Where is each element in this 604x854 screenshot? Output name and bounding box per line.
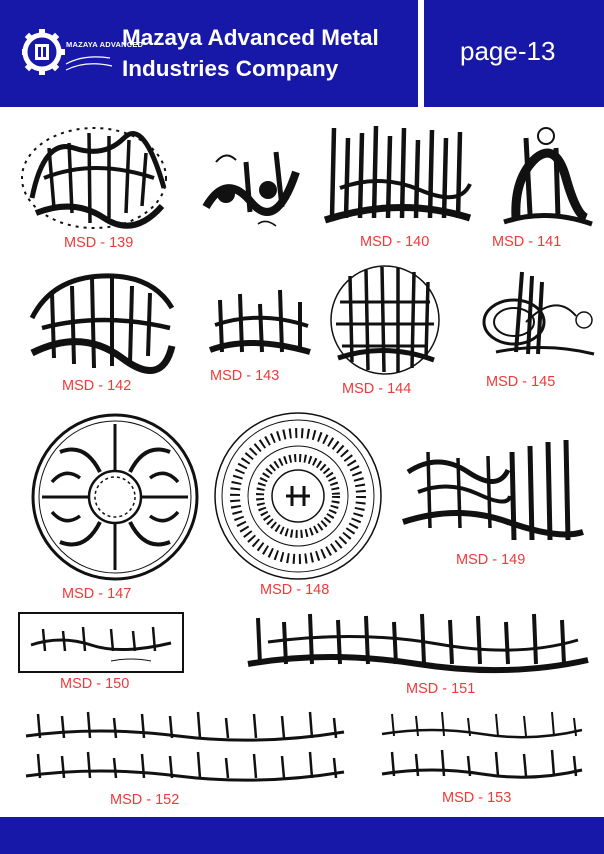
page-footer (0, 817, 604, 854)
calligraphy-artwork (200, 280, 320, 370)
page-header (0, 0, 604, 107)
product-code: MSD - 151 (406, 681, 476, 697)
product-code: MSD - 141 (492, 234, 562, 250)
logo-text: MAZAYA ADVANCED (66, 40, 144, 49)
logo-swoosh (22, 24, 114, 82)
company-name-line2: Industries Company (122, 56, 339, 81)
product-code: MSD - 148 (260, 582, 330, 598)
calligraphy-artwork (18, 706, 348, 792)
calligraphy-artwork (14, 118, 174, 248)
product-code: MSD - 145 (486, 374, 556, 390)
calligraphy-artwork (238, 606, 594, 678)
page-number: page-13 (460, 36, 556, 66)
company-name (122, 22, 412, 84)
calligraphy-artwork (212, 410, 384, 582)
header-divider (418, 0, 424, 107)
product-code: MSD - 143 (210, 368, 280, 384)
product-code-msd-150: MSD - 150 (60, 676, 130, 692)
calligraphy-artwork (22, 268, 182, 378)
product-code: MSD - 140 (360, 234, 430, 250)
product-code: MSD - 152 (110, 792, 180, 808)
calligraphy-artwork (21, 615, 181, 671)
product-code: MSD - 139 (64, 235, 134, 251)
calligraphy-artwork (196, 132, 306, 232)
calligraphy-artwork (30, 412, 200, 582)
product-code: MSD - 149 (456, 552, 526, 568)
product-code: MSD - 144 (342, 381, 412, 397)
product-code: MSD - 147 (62, 586, 132, 602)
calligraphy-artwork (320, 118, 480, 238)
calligraphy-artwork (466, 262, 596, 372)
company-name-line1: Mazaya Advanced Metal (122, 25, 379, 50)
calligraphy-artwork (496, 118, 596, 238)
calligraphy-msd-150-frame[interactable] (18, 612, 184, 673)
calligraphy-artwork (372, 708, 588, 792)
calligraphy-artwork (398, 432, 588, 552)
product-code: MSD - 142 (62, 378, 132, 394)
company-logo (22, 24, 144, 82)
calligraphy-artwork (322, 262, 448, 382)
header-rule (0, 107, 604, 111)
product-code: MSD - 153 (442, 790, 512, 806)
